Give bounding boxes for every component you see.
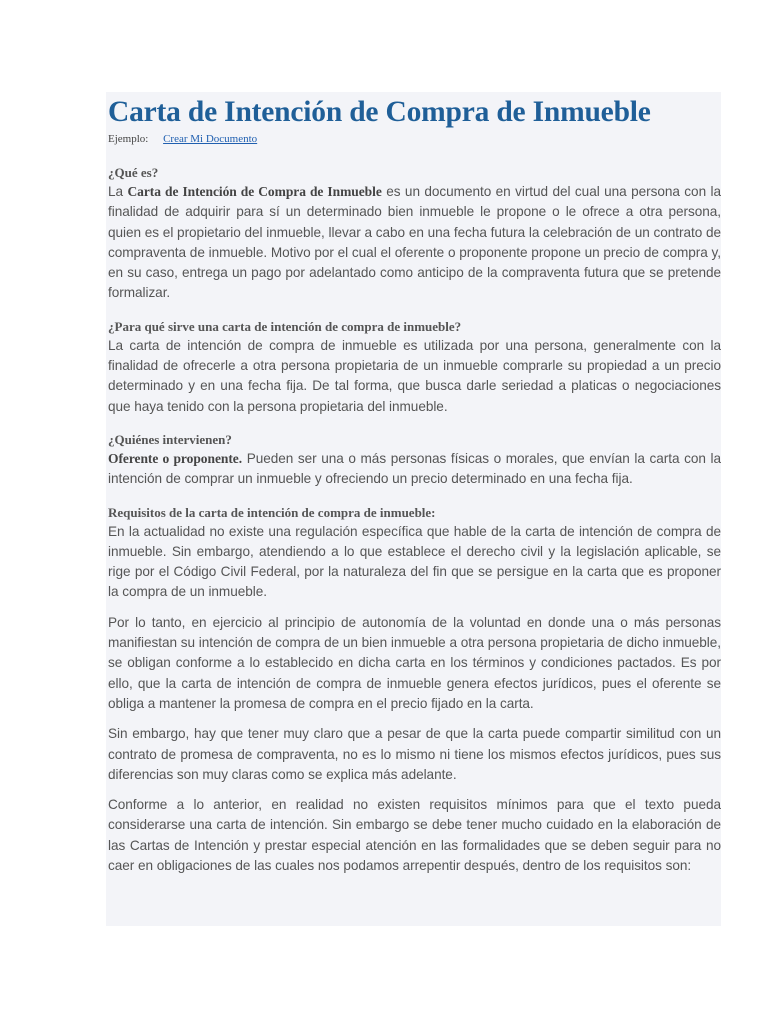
document-page xyxy=(106,92,721,926)
section-paragraph: Por lo tanto, en ejercicio al principio de autonomía de la voluntad en donde una o más personas manifiestan su intención de compra de un bien inmueble a otra persona propietaria de dicho inmueble, se obligan conforme a lo establecido en dicha carta en los términos y condiciones pactados. Es por ello, que la carta de intención de compra de inmueble genera efectos jurídicos, pues el oferente se obliga a mantener la promesa de compra en el precio fijado en la carta. xyxy=(108,614,721,711)
section-heading: ¿Quiénes intervienen? xyxy=(108,431,232,447)
intro-rest: es un documento en virtud del cual una persona con la finalidad de adquirir para sí un determinado bien inmueble le propone o le ofrece a otra persona, quien es el propietario del inmueble, llevar a cabo en una fecha futura la celebración de un contrato de compraventa de inmueble. Motivo por el cual el oferente o proponente propone un precio de compra y, en su caso, entrega un pago por adelantado como anticipo de la compraventa futura que se pretende formalizar. xyxy=(108,184,721,301)
document-title: Carta de Intención de Compra de Inmueble xyxy=(108,96,651,128)
example-label: Ejemplo: xyxy=(108,133,149,145)
intro-bold: Oferente o proponente. xyxy=(108,450,243,466)
section-paragraph: La carta de intención de compra de inmueble es utilizada por una persona, generalmente con la finalidad de ofrecerle a otra persona propietaria de un inmueble comprarle su propiedad a un precio determinado y en una fecha fija. De tal forma, que busca darle seriedad a platicas o negociaciones que haya tenido con la persona propietaria del inmueble. xyxy=(108,337,721,414)
section-paragraph: En la actualidad no existe una regulación específica que hable de la carta de intención de compra de inmueble. Sin embargo, atendiendo a lo que establece el derecho civil y la legislación aplicable, se rige por el Código Civil Federal, por la naturaleza del fin que se persigue en la carta que es proponer la compra de un inmueble. xyxy=(108,523,721,600)
section-requirements xyxy=(108,504,721,877)
section-heading: Requisitos de la carta de intención de compra de inmueble: xyxy=(108,504,436,520)
section-participants xyxy=(108,431,721,490)
section-paragraph xyxy=(108,449,721,490)
section-paragraph: Sin embargo, hay que tener muy claro que a pesar de que la carta puede compartir similitud con un contrato de promesa de compraventa, no es lo mismo ni tiene los mismos efectos jurídicos, pues sus diferencias son muy claras como se explica más adelante. xyxy=(108,726,721,782)
section-heading: ¿Qué es? xyxy=(108,165,159,180)
section-paragraph xyxy=(108,182,721,304)
intro-prefix: La xyxy=(108,184,128,199)
section-what-is xyxy=(108,164,721,304)
section-heading: ¿Para qué sirve una carta de intención de compra de inmueble? xyxy=(108,318,462,334)
create-document-link[interactable]: Crear Mi Documento xyxy=(163,133,258,145)
section-purpose xyxy=(108,318,721,417)
intro-bold: Carta de Intención de Compra de Inmueble xyxy=(127,184,382,199)
example-row xyxy=(108,132,721,146)
intro-rest: Pueden ser una o más personas físicas o morales, que envían la carta con la intención de comprar un inmueble y ofreciendo un precio determinado en una fecha fija. xyxy=(108,450,721,487)
section-paragraph: Conforme a lo anterior, en realidad no existen requisitos mínimos para que el texto pueda considerarse una carta de intención. Sin embargo se debe tener mucho cuidado en la elaboración de las Cartas de Intención y prestar especial atención en las formalidades que se deben seguir para no caer en obligaciones de las cuales nos podamos arrepentir después, dentro de los requisitos son: xyxy=(108,797,721,874)
